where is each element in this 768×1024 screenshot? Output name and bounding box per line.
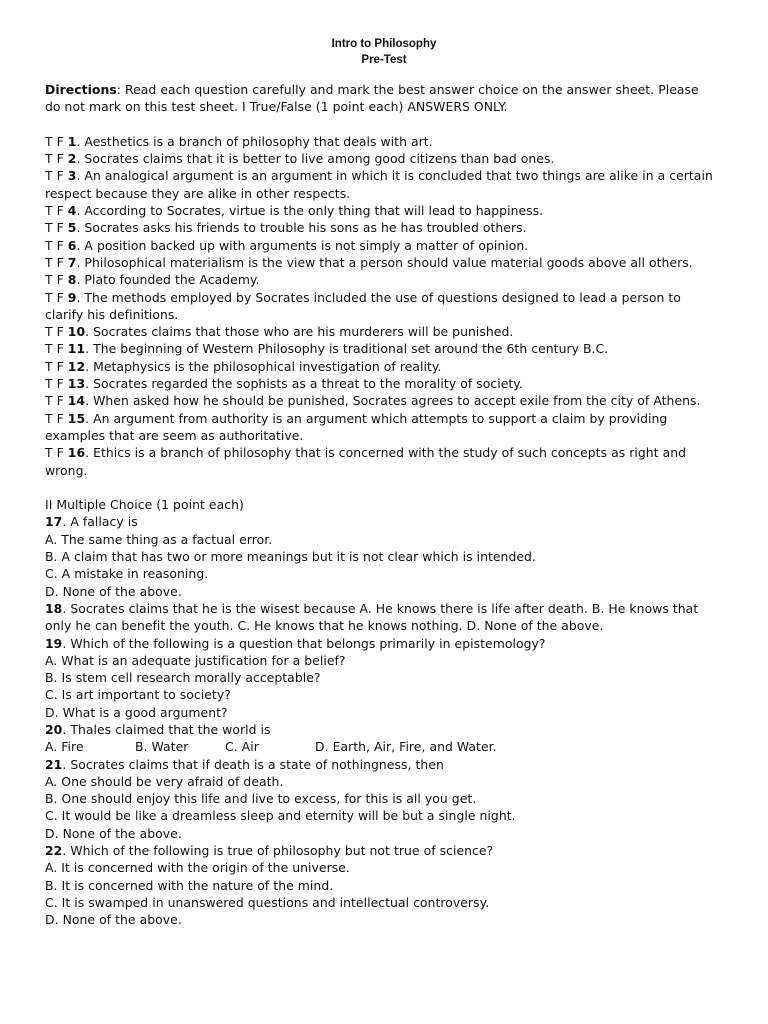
mc-question [45,513,717,530]
tf-prefix: T F [45,254,68,270]
tf-question [45,150,717,167]
tf-prefix: T F [45,203,68,219]
directions-label: Directions [45,82,117,97]
answer-option: D. None of the above. [45,912,182,928]
tf-question [45,340,717,357]
question-text: . Socrates claims that it is better to live among good citizens than bad ones. [76,151,555,167]
tf-question [45,254,717,271]
answer-option: C. Air [225,739,259,755]
answer-option: A. Fire [45,739,84,755]
answer-option: A. It is concerned with the origin of the universe. [45,860,350,876]
answer-option: C. It would be like a dreamless sleep and eternity will be but a single night. [45,808,516,824]
tf-question [45,271,717,288]
question-text: . Ethics is a branch of philosophy that is concerned with the study of such concepts as right and wrong. [45,445,687,478]
tf-prefix: T F [45,324,68,340]
document-title: Intro to Philosophy [331,38,437,50]
answer-option: A. One should be very afraid of death. [45,773,284,789]
tf-question [45,358,717,375]
question-text: . Thales claimed that the world is [62,721,271,737]
question-text: . An argument from authority is an argument which attempts to support a claim by providing examples that are seem as authoritative. [45,410,668,443]
tf-question [45,167,717,202]
tf-question [45,410,717,445]
answer-option: B. Water [135,739,189,755]
tf-prefix: T F [45,289,68,305]
tf-question [45,323,717,340]
tf-prefix: T F [45,220,68,236]
mc-question [45,756,717,773]
answer-option: B. A claim that has two or more meanings but it is not clear which is intended. [45,549,536,565]
question-number: 14 [67,393,86,409]
question-number: 17 [45,514,63,530]
question-text: . Metaphysics is the philosophical investigation of reality. [85,358,442,374]
tf-prefix: T F [45,341,68,357]
mc-question [45,635,717,652]
question-number: 6 [67,237,77,253]
answer-option: B. Is stem cell research morally acceptable? [45,670,321,686]
question-number: 1 [67,133,77,149]
question-number: 4 [67,203,77,219]
tf-prefix: T F [45,393,68,409]
answer-option: A. What is an adequate justification for a belief? [45,652,346,668]
question-number: 10 [67,324,86,340]
question-number: 9 [67,289,77,305]
tf-question [45,444,717,479]
document-subtitle: Pre-Test [361,54,407,66]
question-text: . When asked how he should be punished, Socrates agrees to accept exile from the city of Athens. [85,393,701,409]
question-number: 12 [67,358,86,374]
question-text: . Plato founded the Academy. [76,272,260,288]
question-text: . Which of the following is a question that belongs primarily in epistemology? [62,635,546,651]
answer-option: C. Is art important to society? [45,687,231,703]
answer-option: B. It is concerned with the nature of the mind. [45,877,334,893]
answer-option: C. It is swamped in unanswered questions and intellectual controversy. [45,894,490,910]
directions-text: : Read each question carefully and mark the best answer choice on the answer sheet. Please do not mark on this test sheet. I True/False (1 point each) ANSWERS ONLY. [45,82,699,115]
question-number: 2 [67,151,77,167]
question-number: 3 [67,168,77,184]
tf-prefix: T F [45,133,68,149]
tf-prefix: T F [45,151,68,167]
question-number: 16 [67,445,86,461]
tf-prefix: T F [45,445,68,461]
question-number: 21 [45,756,63,772]
tf-question [45,133,717,150]
question-number: 19 [45,635,63,651]
question-text: . Socrates asks his friends to trouble his sons as he has troubled others. [76,220,527,236]
question-text: . The methods employed by Socrates included the use of questions designed to lead a person to clarify his definitions. [45,289,681,322]
test-content [45,81,717,929]
question-text: . A fallacy is [62,514,138,530]
tf-prefix: T F [45,272,68,288]
mc-question [45,721,717,738]
tf-question [45,289,717,324]
question-text: . An analogical argument is an argument in which it is concluded that two things are alike in a certain respect because they are alike in other respects. [45,168,713,201]
tf-prefix: T F [45,376,68,392]
question-text: . The beginning of Western Philosophy is traditional set around the 6th century B.C. [85,341,609,357]
mc-question [45,600,717,635]
answer-option: C. A mistake in reasoning. [45,566,209,582]
answer-option: A. The same thing as a factual error. [45,531,273,547]
answer-options-row [45,738,717,755]
multiple-choice-section [45,496,717,928]
mc-question [45,842,717,859]
question-text: . Socrates claims that if death is a state of nothingness, then [62,756,444,772]
question-text: . Aesthetics is a branch of philosophy that deals with art. [76,133,433,149]
tf-question [45,375,717,392]
question-number: 22 [45,843,63,859]
question-number: 8 [67,272,77,288]
question-text: . Socrates claims that he is the wisest because A. He knows there is life after death. B. He knows that only he can benefit the youth. C. He knows that he knows nothing. D. None of the above. [45,600,699,634]
question-number: 20 [45,721,63,737]
question-text: . Socrates claims that those who are his murderers will be punished. [85,324,514,340]
question-number: 15 [67,410,86,426]
question-number: 5 [67,220,77,236]
question-text: . Which of the following is true of philosophy but not true of science? [62,843,494,859]
tf-prefix: T F [45,168,68,184]
answer-option: D. What is a good argument? [45,704,228,720]
tf-question [45,219,717,236]
tf-prefix: T F [45,237,68,253]
directions-paragraph [45,81,717,116]
answer-option: B. One should enjoy this life and live to excess, for this is all you get. [45,791,477,807]
question-number: 7 [67,254,77,270]
tf-question [45,237,717,254]
answer-option: D. None of the above. [45,583,182,599]
question-text: . A position backed up with arguments is not simply a matter of opinion. [76,237,529,253]
question-text: . Socrates regarded the sophists as a threat to the morality of society. [85,376,523,392]
question-number: 13 [67,376,86,392]
tf-prefix: T F [45,358,68,374]
section-heading: II Multiple Choice (1 point each) [45,497,244,513]
tf-prefix: T F [45,410,68,426]
answer-option: D. Earth, Air, Fire, and Water. [315,739,497,755]
question-text: . Philosophical materialism is the view that a person should value material goods above all others. [76,254,693,270]
question-text: . According to Socrates, virtue is the only thing that will lead to happiness. [76,203,544,219]
question-number: 18 [45,600,63,616]
tf-question [45,392,717,409]
tf-question [45,202,717,219]
true-false-section [45,133,717,479]
question-number: 11 [67,341,86,357]
answer-option: D. None of the above. [45,825,182,841]
